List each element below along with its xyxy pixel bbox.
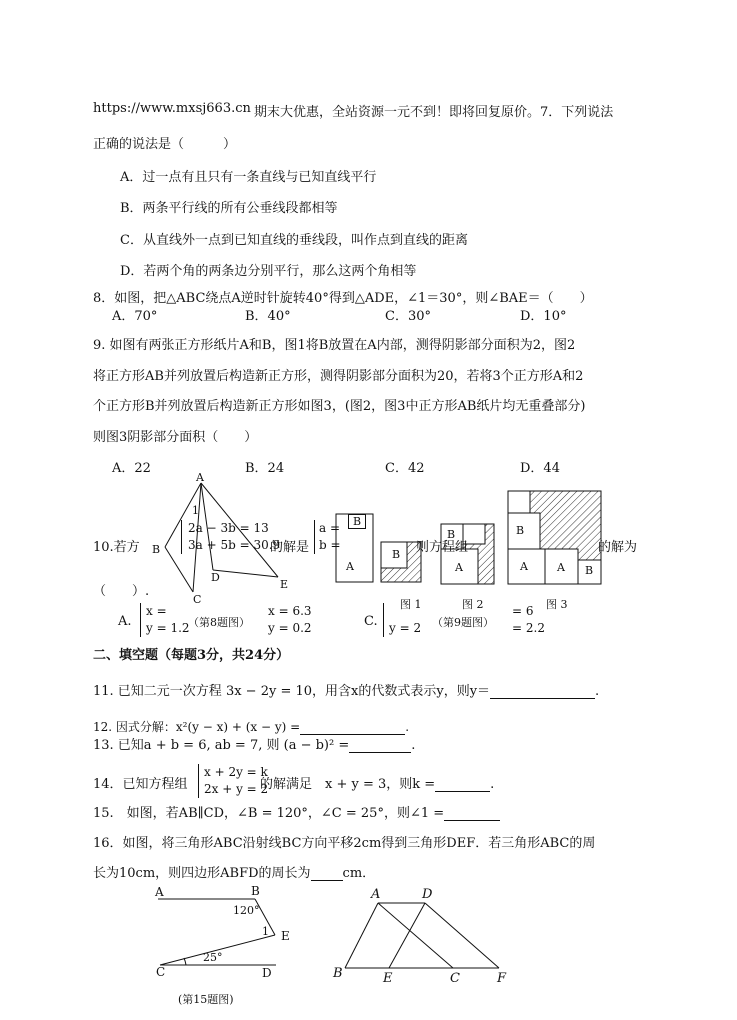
q16-line-2: 长为10cm，则四边形ABFD的周长为 cm．	[93, 866, 376, 881]
q8-option-c: C．30°	[385, 309, 431, 324]
q14-system: x + 2y = k 2x + y = 2	[198, 764, 268, 798]
fig8-label-c: C	[193, 593, 202, 606]
q16-line-1: 16．如图，将三角形ABC沿射线BC方向平移2cm得到三角形DEF．若三角形ABC的周	[93, 836, 596, 851]
fig16-label-c: C	[450, 971, 460, 986]
fig8-label-b: B	[152, 543, 161, 556]
promo-text: 期末大优惠，全站资源一元不到！即将回复原价。7．下列说法	[254, 105, 614, 120]
q8-stem: 8．如图，把△ABC绕点A逆时针旋转40°得到△ADE，∠1＝30°，则∠BAE＝（ ）	[93, 291, 593, 306]
q11: 11. 已知二元一次方程 3x − 2y = 10，用含x的代数式表示y，则y＝ .	[93, 684, 600, 699]
fig8-caption: （第8题图）	[188, 616, 250, 629]
q10-option-d: = 6 = 2.2	[512, 604, 545, 635]
q9-option-b: B．24	[245, 461, 285, 476]
q12-answer-blank[interactable]	[300, 720, 405, 735]
fig9-fig3-label: 图 3	[546, 598, 568, 611]
fig16-label-b: B	[333, 966, 343, 981]
q9-line-2: 将正方形AB并列放置后构造新正方形，测得阴影部分面积为20，若将3个正方形A和2	[93, 369, 584, 384]
fig9-square-a-3: A	[520, 560, 528, 573]
q7-option-c: C．从直线外一点到已知直线的垂线段，叫作点到直线的距离	[120, 233, 468, 248]
fig16-label-d: D	[422, 887, 433, 902]
fig15-angle-120: 120°	[233, 904, 260, 917]
fig9-square-b-2: B	[447, 528, 456, 541]
q16-answer-blank[interactable]	[311, 866, 343, 881]
fig15-angle-1: 1	[262, 925, 269, 938]
q9-option-a: A．22	[112, 461, 151, 476]
section-2-title: 二、填空题（每题3分，共24分）	[93, 648, 290, 663]
fig16-label-f: F	[497, 971, 507, 986]
q10-system-1: 2a − 3b = 13 3a + 5b = 30.9	[181, 520, 280, 554]
fig9-square-b-4: B	[585, 564, 594, 577]
q9-line-1: 9. 如图有两张正方形纸片A和B，图1将B放置在A内部，测得阴影部分面积为2，图2	[93, 338, 576, 353]
fig15-label-d: D	[262, 966, 272, 980]
q10-option-a-label: A.	[118, 614, 132, 629]
q10-option-c: y = 2	[383, 603, 421, 637]
fig9-caption: （第9题图）	[432, 616, 494, 629]
q10-middle: 的解是	[270, 540, 310, 555]
q10-option-b: x = 6.3 y = 0.2	[268, 604, 312, 635]
fig15-label-c: C	[156, 965, 166, 979]
q9-line-4: 则图3阴影部分面积（ ）	[93, 430, 258, 445]
q9-line-3: 个正方形B并列放置后构造新正方形如图3，(图2，图3中正方形AB纸片均无重叠部分)	[93, 399, 586, 414]
q8-option-b: B．40°	[245, 309, 291, 324]
fig8-label-a: A	[196, 471, 204, 484]
fig9-square-a-1: A	[346, 560, 354, 573]
q11-answer-blank[interactable]	[490, 684, 595, 699]
q10-option-a: x = y = 1.2	[140, 603, 190, 637]
fig9-square-b-inner: B	[392, 548, 401, 561]
q14-lead: 14．已知方程组	[93, 777, 188, 792]
q10-tail: 的解为	[598, 540, 638, 555]
fig16-label-e: E	[383, 971, 393, 986]
fig9-fig1-label: 图 1	[400, 598, 422, 611]
q7-stem: 正确的说法是（ ）	[93, 137, 237, 152]
fig9-fig2-label: 图 2	[462, 598, 484, 611]
q10-option-c-label: C.	[364, 614, 378, 629]
source-url: https://www.mxsj663.cn	[93, 101, 251, 116]
q10-paren: （ ）.	[93, 584, 150, 599]
q13-answer-blank[interactable]	[349, 738, 411, 753]
fig8-label-angle-1: 1	[192, 504, 199, 517]
fig9-square-b-1: B	[348, 514, 366, 529]
fig15-label-a: A	[155, 885, 164, 899]
fig15-label-e: E	[281, 929, 290, 943]
fig15-caption: (第15题图)	[178, 993, 234, 1006]
fig16-label-a: A	[371, 887, 381, 902]
fig9-square-a-4: A	[557, 561, 565, 574]
fig16-lines	[345, 903, 499, 968]
fig8-label-e: E	[280, 578, 289, 591]
fig9-square-b-3: B	[516, 524, 525, 537]
q12: 12. 因式分解：x²(y − x) + (x − y) = .	[93, 720, 410, 734]
fig8-label-d: D	[211, 571, 220, 584]
q8-option-d: D．10°	[520, 309, 567, 324]
q14-answer-blank[interactable]	[435, 777, 490, 792]
q8-option-a: A．70°	[112, 309, 158, 324]
fig9-square-a-2: A	[455, 561, 463, 574]
fig15-label-b: B	[251, 884, 260, 898]
q13: 13. 已知a + b = 6, ab = 7, 则 (a − b)² = .	[93, 738, 416, 753]
q7-option-a: A．过一点有且只有一条直线与已知直线平行	[120, 170, 377, 185]
q10-solution: a = b =	[314, 520, 341, 554]
q9-option-d: D．44	[520, 461, 560, 476]
q10-lead: 10.若方	[93, 540, 140, 555]
q10-fragment: 则方程组	[416, 540, 469, 555]
q15-answer-blank[interactable]	[444, 806, 500, 821]
q15: 15. 如图，若AB∥CD，∠B = 120°，∠C = 25°，则∠1 =	[93, 802, 500, 821]
q14-condition: 的解满足 x + y = 3，则k = .	[260, 777, 495, 792]
q9-option-c: C．42	[385, 461, 425, 476]
fig15-angle-25: 25°	[203, 951, 223, 964]
q7-option-b: B．两条平行线的所有公垂线段都相等	[120, 201, 338, 216]
q7-option-d: D．若两个角的两条边分别平行，那么这两个角相等	[120, 264, 417, 279]
